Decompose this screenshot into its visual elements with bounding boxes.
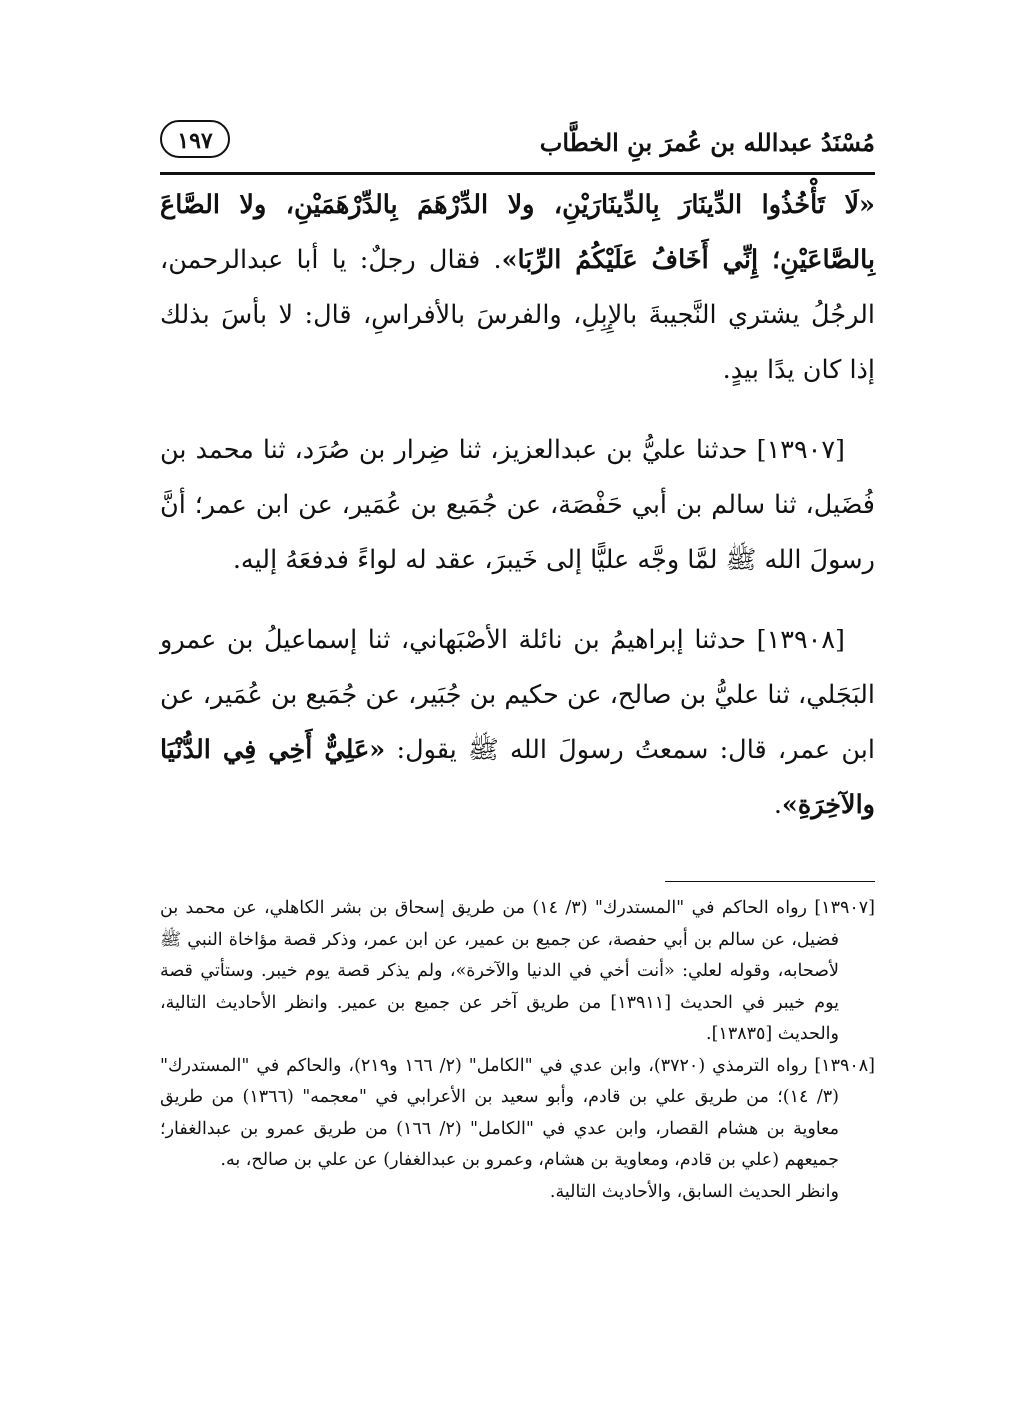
paragraph-continuation — [160, 178, 875, 398]
page-header — [160, 118, 875, 168]
main-text — [160, 178, 875, 833]
hadith-quote: «عَلِيٌّ أَخِي فِي الدُّنْيَا والآخِرَةِ» — [160, 735, 875, 820]
page-number: ١٩٧ — [160, 120, 230, 158]
footnote-13908: [١٣٩٠٨] رواه الترمذي (٣٧٢٠)، وابن عدي في "الكامل" (٢/ ١٦٦ و٢١٩)، والحاكم في "المستدرك" (٣/ ١٤)؛ من طريق علي بن قادم، وأبو سعيد بن الأعرابي في "معجمه" (١٣٦٦) من طريق معاوية بن هشام القصار، وابن عدي في "الكامل" (٢/ ١٦٦) من طريق عمرو بن عبدالغفار؛ جميعهم (علي بن قادم، ومعاوية بن هشام، وعمرو بن عبدالغفار) عن علي بن صالح، به. — [160, 1055, 875, 1170]
footnote-13907: [١٣٩٠٧] رواه الحاكم في "المستدرك" (٣/ ١٤) من طريق إسحاق بن بشر الكاهلي، عن محمد بن فضيل، عن سالم بن أبي حفصة، عن جميع بن عمير، عن ابن عمر، وذكر قصة مؤاخاة النبي ﷺ لأصحابه، وقوله لعلي: «أنت أخي في الدنيا والآخرة»، ولم يذكر قصة يوم خيبر. وستأتي قصة يوم خيبر في الحديث [١٣٩١١] من طريق آخر عن جميع بن عمير. وانظر الأحاديث التالية، والحديث [١٣٨٣٥]. — [160, 898, 875, 1044]
footnotes — [160, 893, 875, 1208]
paragraph-text: . فقال رجلٌ: يا أبا عبدالرحمن، الرجُلُ يشتري النَّجيبةَ بالإِبِلِ، والفرسَ بالأفراسِ، قال: لا بأسَ بذلك إذا كان يدًا بيدٍ. — [160, 245, 875, 385]
paragraph-text: [١٣٩٠٨] حدثنا إبراهيمُ بن نائلة الأصْبَهاني، ثنا إسماعيلُ بن عمرو البَجَلي، ثنا عليُّ بن صالح، عن حكيم بن جُبَير، عن جُمَيع بن عُمَير، عن ابن عمر، قال: سمعتُ رسولَ الله ﷺ يقول: — [160, 625, 875, 765]
footnote-13908-note: وانظر الحديث السابق، والأحاديث التالية. — [549, 1181, 839, 1202]
header-rule — [160, 172, 875, 175]
paragraph-end: . — [773, 790, 782, 820]
footnote-separator — [665, 881, 875, 882]
running-title: مُسْنَدُ عبدالله بن عُمرَ بنِ الخطَّاب — [539, 128, 875, 157]
hadith-13907: [١٣٩٠٧] حدثنا عليُّ بن عبدالعزيز، ثنا ضِرار بن صُرَد، ثنا محمد بن فُضَيل، ثنا سالم بن أبي حَفْصَة، عن جُمَيع بن عُمَير، عن ابن عمر؛ أنَّ رسولَ الله ﷺ لمَّا وجَّه عليًّا إلى خَيبرَ، عقد له لواءً فدفعَهُ إليه. — [160, 435, 875, 575]
hadith-quote: «لَا تَأْخُذُوا الدِّينَارَ بِالدِّينَارَيْنِ، ولا الدِّرْهَمَ بِالدِّرْهَمَيْنِ، ولا الصَّاعَ بِالصَّاعَيْنِ؛ إِنِّي أَخَافُ عَلَيْكُمُ الرِّبَا» — [160, 190, 875, 275]
hadith-13908 — [160, 613, 875, 833]
